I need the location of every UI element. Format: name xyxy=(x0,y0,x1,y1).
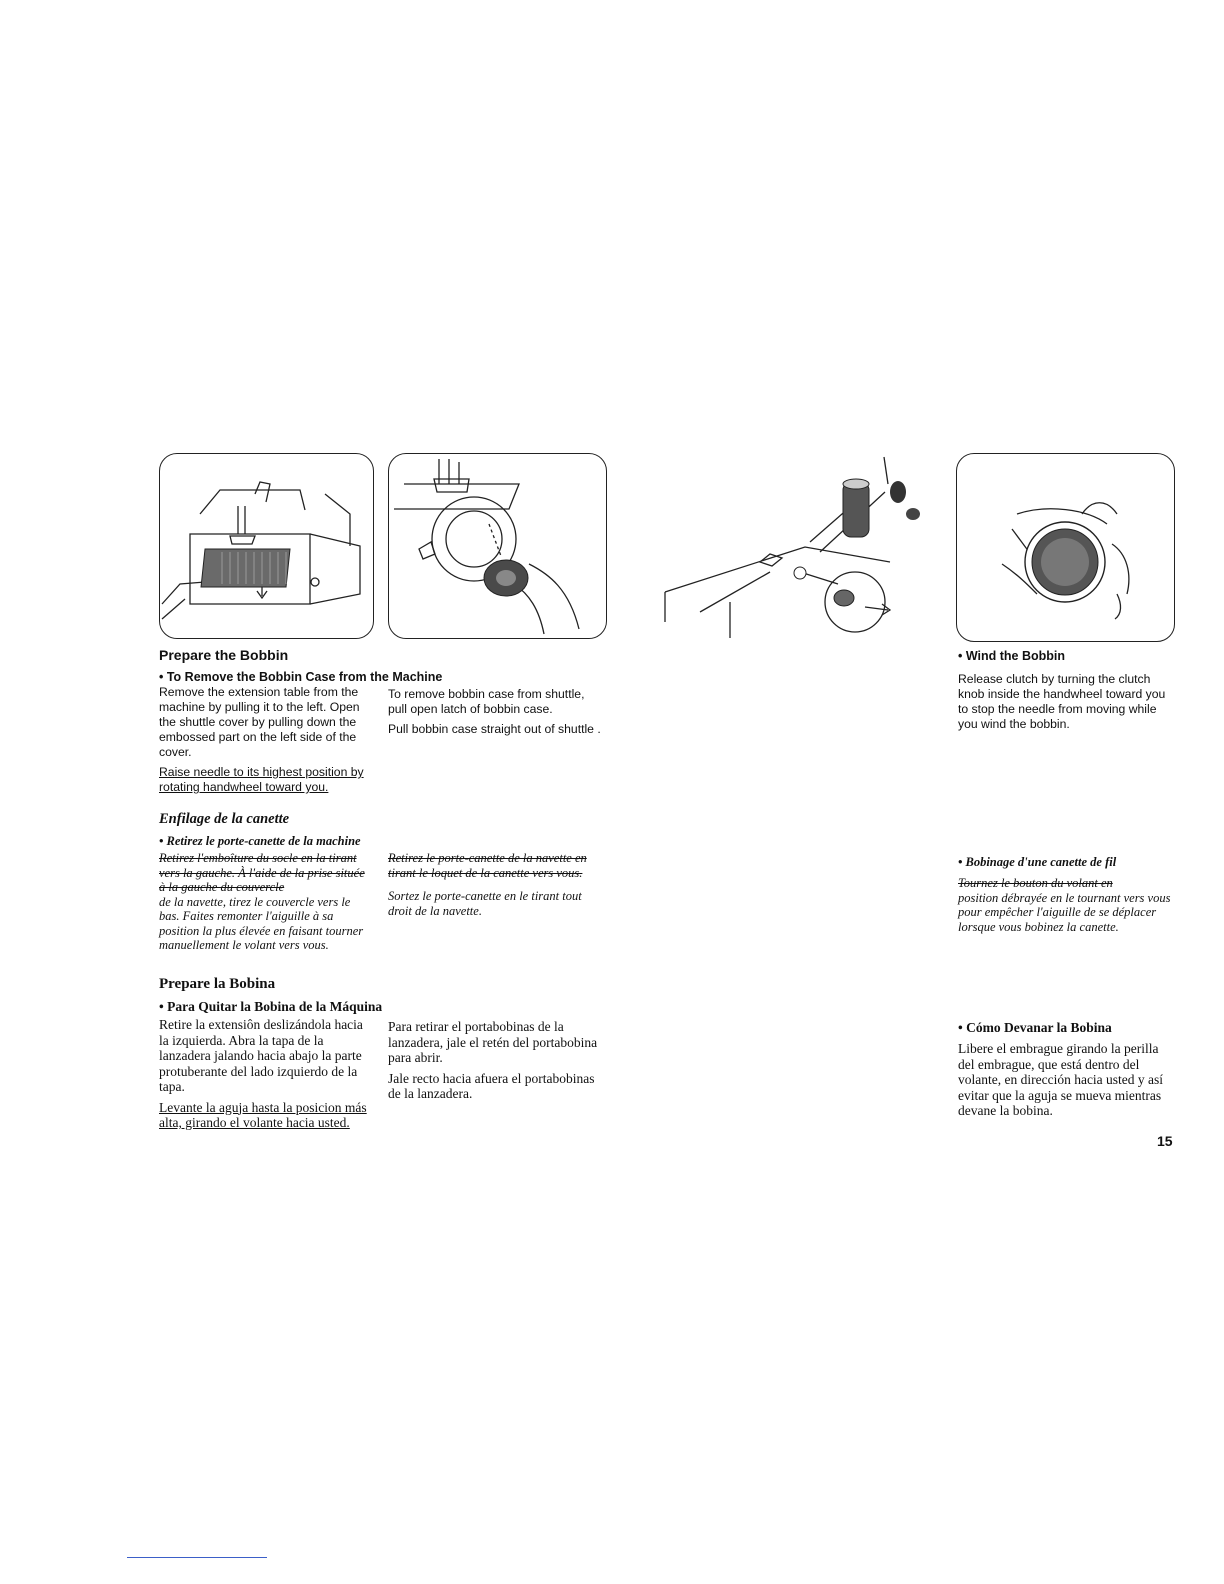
bobbin-winder-illustration xyxy=(660,452,932,638)
english-col1-p1: Remove the extension table from the machine by pulling it to the left. Open the shuttle cover by pulling down the embossed part on the left side of the cover. xyxy=(159,685,360,759)
figure-shuttle-bobbin-case xyxy=(388,453,607,639)
spanish-col2-p2: Jale recto hacia afuera el portabobinas de la lanzadera. xyxy=(388,1070,595,1101)
spanish-wind-text: Libere el embrague girando la perilla del embrague, que está dentro del volante, en dirección hacia usted y así evitar que la aguja se mueva mientras devane la bobina. xyxy=(958,1041,1164,1118)
heading-spanish: Prepare la Bobina xyxy=(159,976,276,992)
french-column-2 xyxy=(388,851,606,918)
french-col2-p2: Sortez le porte-canette en le tirant tout droit de la navette. xyxy=(388,889,582,918)
french-col1-p1-struck: Retirez l'emboîture du socle en la tirant vers la gauche. À l'aide de la prise située à la gauche du couvercle xyxy=(159,851,365,894)
english-col2-p2: Pull bobbin case straight out of shuttle . xyxy=(388,722,601,736)
english-column-1 xyxy=(159,685,373,795)
spanish-col1-p2: Levante la aguja hasta la posicion más alta, girando el volante hacia usted. xyxy=(159,1099,367,1130)
french-col2-p1: Retirez le porte-canette de la navette en tirant le loquet de la canette vers vous. xyxy=(388,851,587,880)
english-wind-text: Release clutch by turning the clutch knob inside the handwheel toward you to stop the needle from moving while you wind the bobbin. xyxy=(958,672,1166,731)
spanish-col1-p1: Retire la extensiôn deslizándola hacia la izquierda. Abra la tapa de la lanzadera jalando hacia abajo la parte protuberante del lado izquierdo de la tapa. xyxy=(159,1017,363,1094)
page-number: 15 xyxy=(1157,1133,1173,1149)
subheading-wind-bobbin: • Wind the Bobbin xyxy=(958,649,1066,663)
french-col1-p1-rest: de la navette, tirez le couvercle vers le bas. Faites remonter l'aiguille à sa position la plus élevée en faisant tourner manuellement le volant vers vous. xyxy=(159,894,364,952)
spanish-col2-p1: Para retirar el portabobinas de la lanzadera, jale el retén del portabobina para abrir. xyxy=(388,1019,598,1065)
french-wind-rest: position débrayée en le tournant vers vous pour empêcher l'aiguille de se déplacer lorsque vous bobinez la canette. xyxy=(958,890,1171,934)
spanish-column-2 xyxy=(388,1019,606,1102)
english-column-2 xyxy=(388,687,606,737)
shuttle-illustration xyxy=(389,454,606,638)
subheading-spanish-remove: • Para Quitar la Bobina de la Máquina xyxy=(159,999,383,1014)
figure-extension-table xyxy=(159,453,374,639)
french-wind-text xyxy=(958,876,1174,934)
figure-bobbin-winder xyxy=(660,452,932,638)
footer-rule xyxy=(127,1557,267,1558)
subheading-french-wind: • Bobinage d'une canette de fil xyxy=(958,855,1117,869)
heading-french: Enfilage de la canette xyxy=(159,811,290,827)
figure-handwheel-clutch xyxy=(956,453,1175,642)
english-col2-p1: To remove bobbin case from shuttle, pull open latch of bobbin case. xyxy=(388,687,585,716)
subheading-remove-bobbin-case: • To Remove the Bobbin Case from the Machine xyxy=(159,670,443,684)
heading-english: Prepare the Bobbin xyxy=(159,647,289,663)
english-col1-p2: Raise needle to its highest position by rotating handwheel toward you. xyxy=(159,765,364,794)
spanish-column-1 xyxy=(159,1017,373,1131)
handwheel-illustration xyxy=(957,454,1174,641)
extension-table-illustration xyxy=(160,454,373,638)
subheading-spanish-wind: • Cómo Devanar la Bobina xyxy=(958,1020,1112,1035)
french-column-1 xyxy=(159,851,373,953)
subheading-french-remove: • Retirez le porte-canette de la machine xyxy=(159,834,361,848)
french-wind-struck: Tournez le bouton du volant en xyxy=(958,876,1113,890)
